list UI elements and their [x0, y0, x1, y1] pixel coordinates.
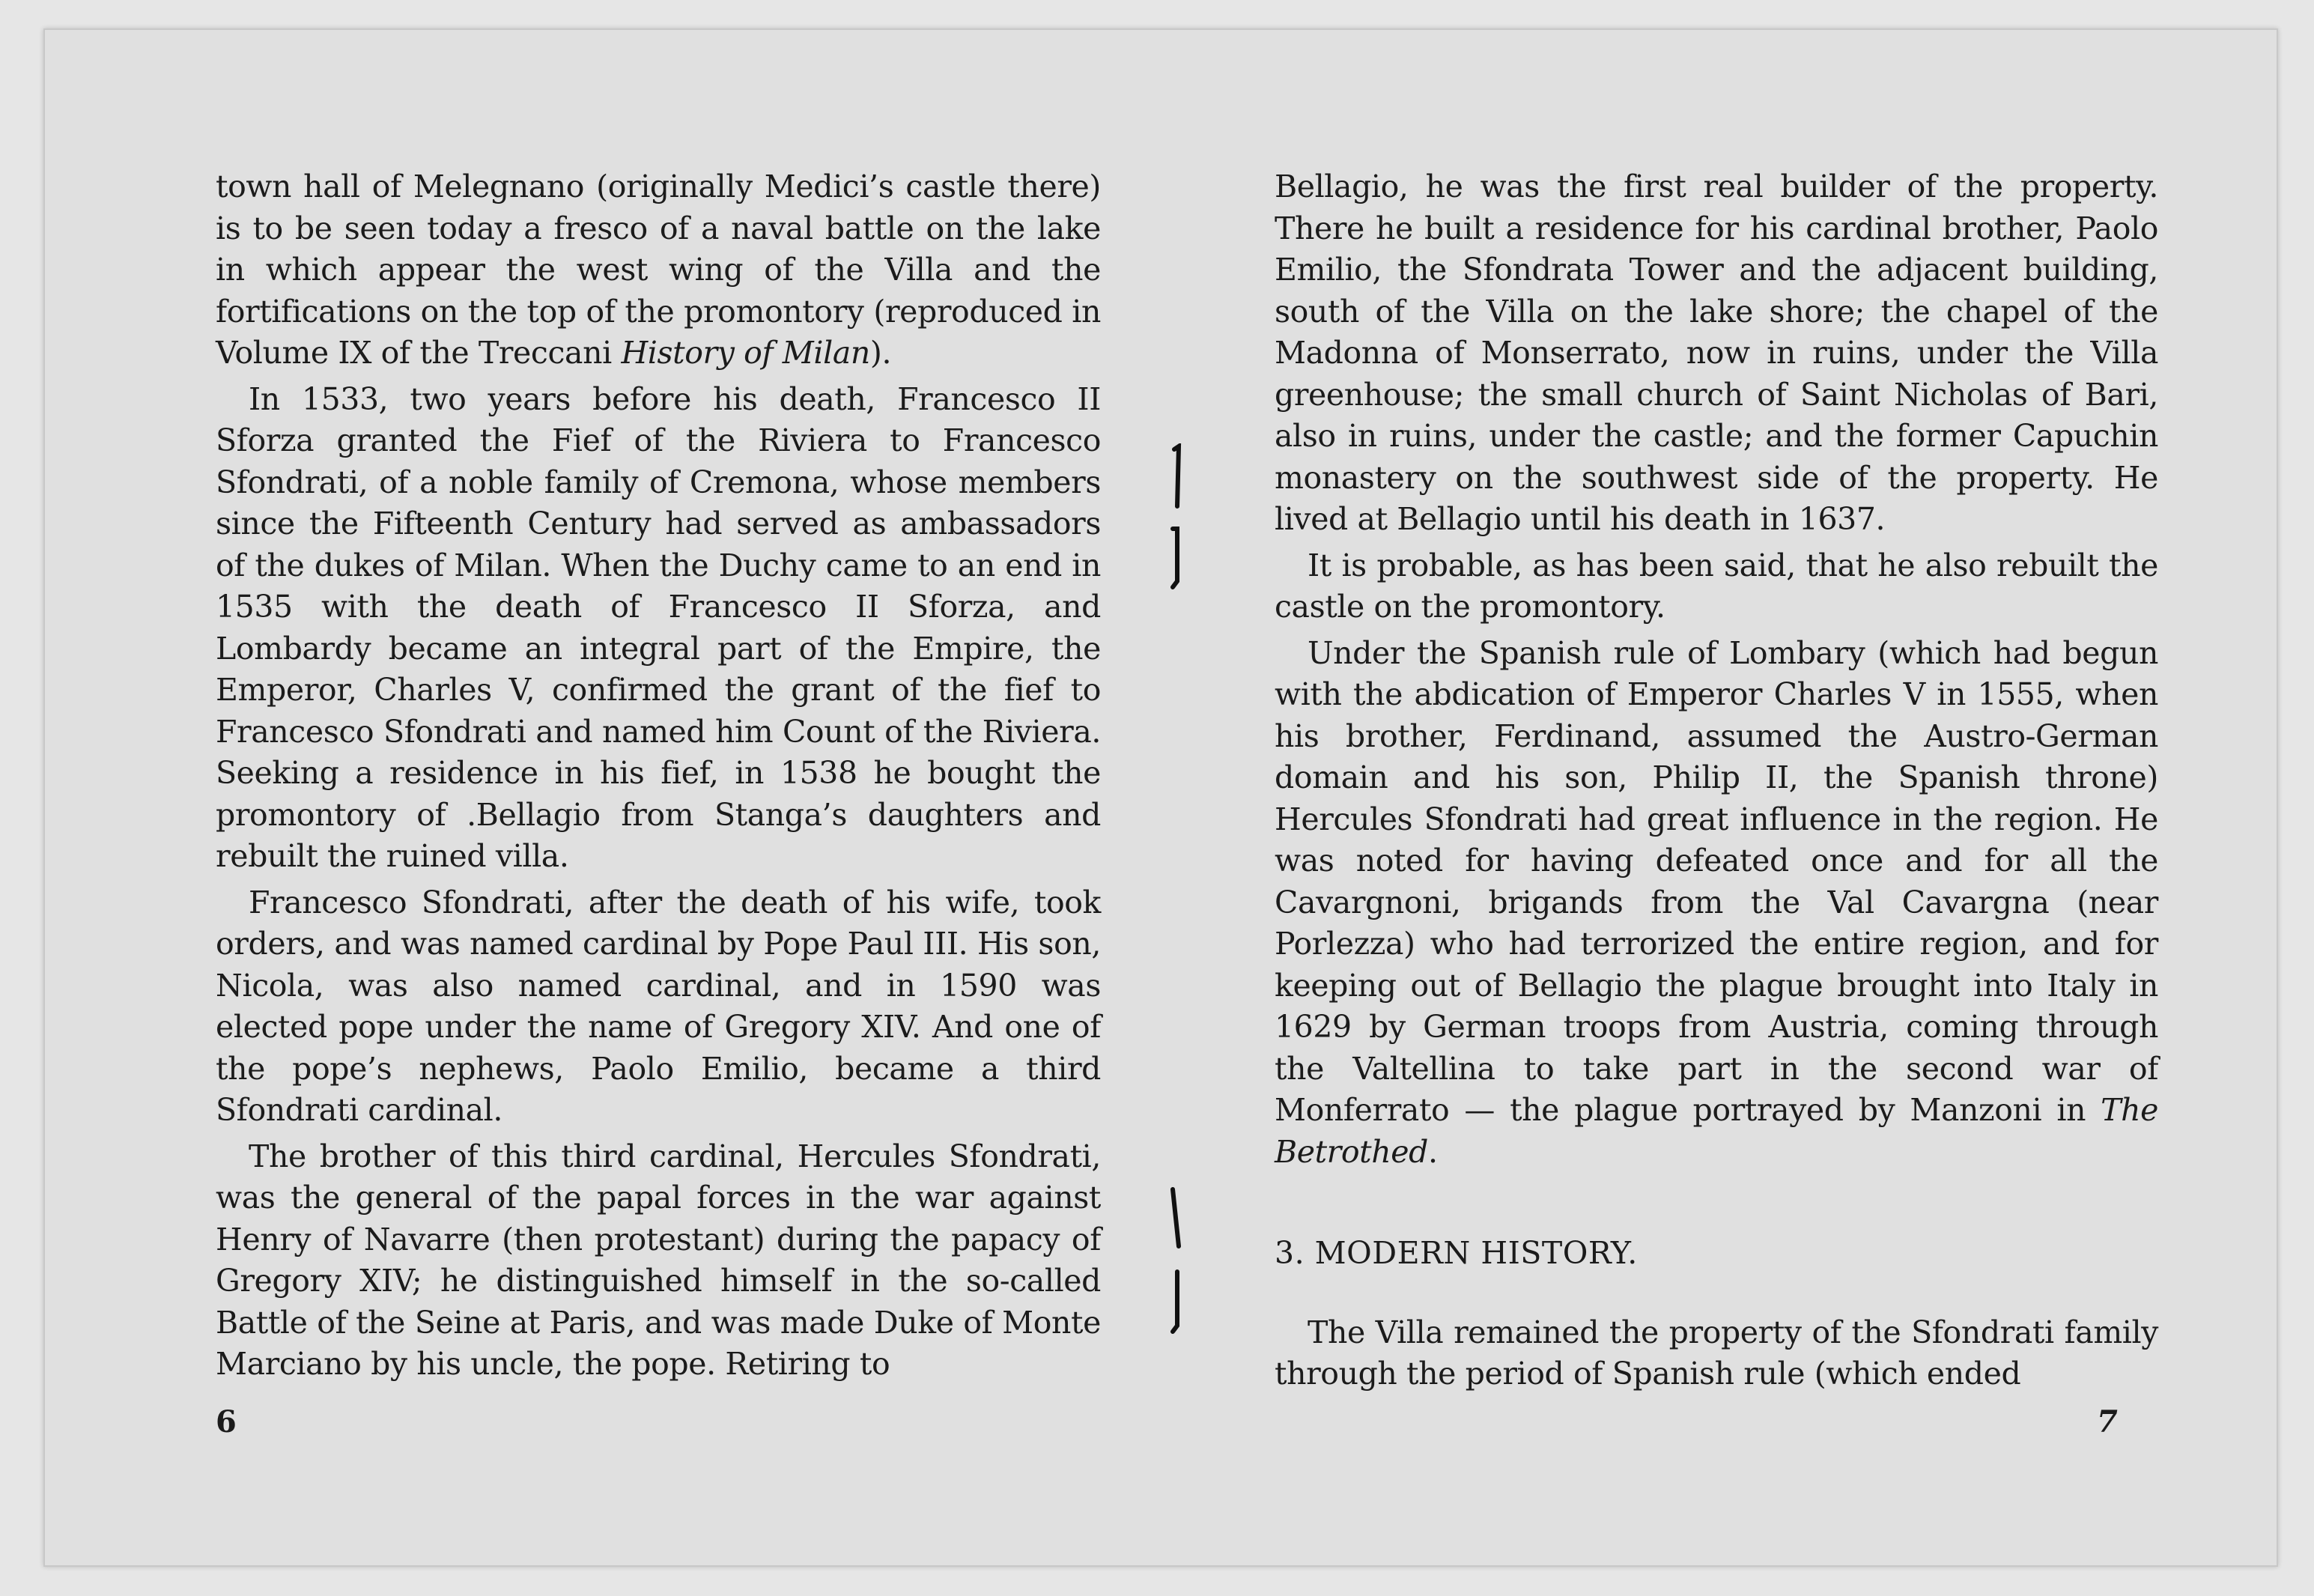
- section-heading: 3. MODERN HISTORY.: [1275, 1235, 1638, 1271]
- staple-mark: [1161, 524, 1191, 592]
- paragraph: It is probable, as has been said, that he also rebuilt the castle on the promontory.: [1275, 547, 2158, 625]
- paragraph: The brother of this third cardinal, Hercules Sfondrati, was the general of the papal forces in the war against Henry of Navarre (then protestant) during the papacy of Gregory XIV; he distinguished himself in the so-called Battle of the Seine at Paris, and was made Duke of Monte Marciano by his uncle, the pope. Retiring to: [216, 1138, 1101, 1382]
- book-spread: [43, 28, 2278, 1567]
- right-page-text: [1275, 166, 2158, 1400]
- paragraph: The Villa remained the property of the Sfondrati family through the period of Spanish rule (which ended: [1275, 1314, 2158, 1392]
- staple-mark: [1161, 1267, 1191, 1335]
- paragraph: In 1533, two years before his death, Francesco II Sforza granted the Fief of the Riviera to Francesco Sfondrati, of a noble family of Cremona, whose members since the Fifteenth Century had served as ambassadors of the dukes of Milan. When the Duchy came to an end in 1535 with the death of Francesco II Sforza, and Lombardy became an integral part of the Empire, the Emperor, Charles V, confirmed the grant of the fief to Francesco Sfondrati and named him Count of the Riviera. Seeking a residence in his fief, in 1538 he bought the promontory of .Bellagio from Stanga’s daughters and rebuilt the ruined villa.: [216, 380, 1101, 874]
- page-number-left: 6: [216, 1404, 237, 1439]
- page-number-right: 7: [2097, 1404, 2118, 1439]
- paragraph: town hall of Melegnano (originally Medici’s castle there) is to be seen today a fresco of a naval battle on the lake in which appear the west wing of the Villa and the fortifications on the top of the promontory (reproduced in Volume IX of the Treccani History of Milan).: [216, 169, 1101, 371]
- paragraph: Francesco Sfondrati, after the death of his wife, took orders, and was named cardinal by Pope Paul III. His son, Nicola, was also named cardinal, and in 1590 was elected pope under the name of Gregory XIV. And one of the pope’s nephews, Paolo Emilio, became a third Sfondrati cardinal.: [216, 884, 1101, 1128]
- staple-mark: [1161, 443, 1191, 511]
- paragraph: Under the Spanish rule of Lombary (which had begun with the abdication of Emperor Charles V in 1555, when his brother, Ferdinand, assumed the Austro-German domain and his son, Philip II, the Spanish throne) Hercules Sfondrati had great influence in the region. He was noted for having defeated once and for all the Cavargnoni, brigands from the Val Cavargna (near Porlezza) who had terrorized the entire region, and for keeping out of Bellagio the plague brought into Italy in 1629 by German troops from Austria, coming through the Valtellina to take part in the second war of Monferrato — the plague portrayed by Manzoni in The Betrothed.: [1275, 634, 2158, 1170]
- staple-mark: [1161, 1183, 1191, 1251]
- left-page-text: [216, 166, 1101, 1390]
- paragraph: Bellagio, he was the first real builder of the property. There he built a residence for his cardinal brother, Paolo Emilio, the Sfondrata Tower and the adjacent building, south of the Villa on the lake shore; the chapel of the Madonna of Monserrato, now in ruins, under the Villa greenhouse; the small church of Saint Nicholas of Bari, also in ruins, under the castle; and the former Capuchin monastery on the southwest side of the property. He lived at Bellagio until his death in 1637.: [1275, 169, 2158, 537]
